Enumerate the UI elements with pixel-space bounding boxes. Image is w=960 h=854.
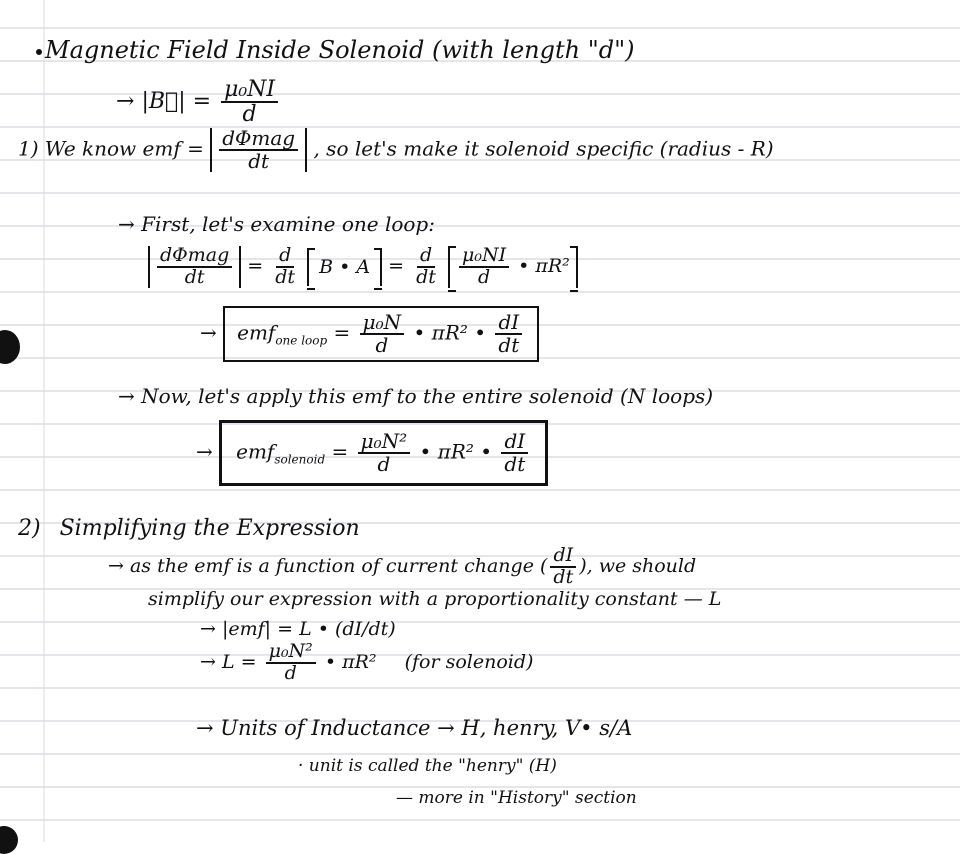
b-denominator: d — [242, 102, 257, 128]
pi-r-squared: • πR² • — [413, 320, 487, 345]
d-denominator: d — [377, 452, 391, 476]
dphi-numerator: dΦmag — [157, 246, 232, 268]
emf-abs-equation: |emf| = L • (dI/dt) — [221, 618, 396, 640]
henry-note: · unit is called the "henry" (H) — [298, 756, 557, 776]
we-should-text: ), we should — [579, 554, 697, 577]
l-lhs: L = — [221, 650, 257, 673]
b-field-equation — [116, 78, 281, 126]
we-know-text: We know emf = — [44, 136, 204, 161]
mu-n2-numerator: μ₀N² — [266, 642, 316, 664]
arrow-icon: → — [200, 618, 216, 640]
dt-denominator: dt — [498, 333, 520, 357]
equals-sign: = — [388, 254, 405, 277]
dt-denominator: dt — [184, 265, 205, 288]
step1-line — [18, 128, 774, 172]
inductance-formula-line — [200, 642, 533, 684]
one-loop-derivation — [148, 246, 578, 288]
units-line — [196, 716, 632, 740]
heading-title: Magnetic Field Inside Solenoid (with length "d") — [45, 36, 635, 64]
equals-sign: = — [331, 439, 349, 464]
units-note2 — [396, 788, 637, 808]
equals-sign: = — [333, 320, 351, 345]
solenoid-subscript: solenoid — [274, 452, 326, 467]
step2-label: 2) — [18, 516, 41, 541]
arrow-icon: → — [200, 320, 217, 345]
step1-label: 1) — [18, 136, 39, 161]
for-solenoid-note: (for solenoid) — [404, 650, 534, 673]
pi-r-squared: • πR² — [324, 650, 377, 673]
arrow-icon: → — [118, 384, 135, 408]
units-text: Units of Inductance → H, henry, V• s/A — [220, 716, 633, 740]
emf-solenoid-result — [196, 420, 548, 486]
dt-denominator: dt — [416, 265, 436, 288]
d-numerator: d — [417, 246, 435, 268]
first-text: First, let's examine one loop: — [141, 212, 435, 236]
b-fraction — [221, 78, 278, 126]
d-denominator: d — [284, 661, 297, 684]
b-dot-a: B • A — [319, 255, 371, 278]
step1-tail: , so let's make it solenoid specific (radius - R) — [313, 136, 774, 161]
dphi-numerator: dΦmag — [219, 128, 298, 151]
mu-ni-numerator: μ₀NI — [459, 246, 509, 268]
arrow-icon: → — [200, 650, 216, 673]
dt-denominator: dt — [275, 265, 296, 288]
d-denominator: d — [477, 265, 491, 288]
step2-heading — [18, 516, 360, 541]
arrow-icon: → — [118, 212, 135, 236]
first-line — [118, 212, 435, 236]
dt-denominator: dt — [504, 452, 526, 476]
emf-solenoid-box — [219, 420, 548, 486]
field-area-bracket — [448, 246, 578, 288]
step2-line1 — [108, 546, 696, 588]
dt-denominator: dt — [553, 565, 574, 588]
b-lhs: |B⃗| = — [141, 89, 212, 115]
dt-denominator: dt — [248, 149, 270, 173]
arrow-icon: → — [196, 439, 213, 464]
arrow-icon: → — [116, 89, 135, 115]
ba-bracket — [307, 248, 382, 286]
d-numerator: d — [276, 246, 294, 268]
now-line — [118, 384, 713, 408]
heading-line — [36, 36, 635, 64]
emf-label: emf — [237, 320, 276, 345]
emf-one-loop-box — [223, 306, 539, 362]
now-text: Now, let's apply this emf to the entire solenoid (N loops) — [141, 384, 714, 408]
pi-r-squared: • πR² — [518, 254, 570, 277]
equals-sign: = — [247, 254, 264, 277]
proportionality-text: simplify our expression with a proportionality constant — L — [148, 588, 722, 610]
step2-line2 — [148, 588, 721, 610]
arrow-icon: → — [108, 554, 124, 577]
di-numerator: dI — [495, 312, 522, 335]
di-numerator: dI — [550, 546, 576, 568]
arrow-icon: → — [196, 716, 214, 740]
b-numerator: μ₀NI — [221, 78, 278, 103]
mu-n-numerator: μ₀N — [360, 312, 405, 335]
step2-title: Simplifying the Expression — [59, 516, 360, 541]
emf-abs-line — [200, 618, 396, 640]
current-change-text: as the emf is a function of current change ( — [129, 554, 548, 577]
emf-label: emf — [236, 439, 275, 464]
di-numerator: dI — [501, 431, 528, 454]
units-note1 — [298, 756, 557, 776]
emf-one-loop-result — [200, 306, 539, 362]
one-loop-subscript: one loop — [275, 333, 328, 348]
emf-abs — [210, 128, 307, 172]
bullet-icon — [36, 49, 42, 55]
history-note: — more in "History" section — [396, 788, 637, 808]
d-denominator: d — [375, 333, 389, 357]
mu-n2-numerator: μ₀N² — [358, 431, 411, 454]
pi-r-squared: • πR² • — [419, 439, 493, 464]
